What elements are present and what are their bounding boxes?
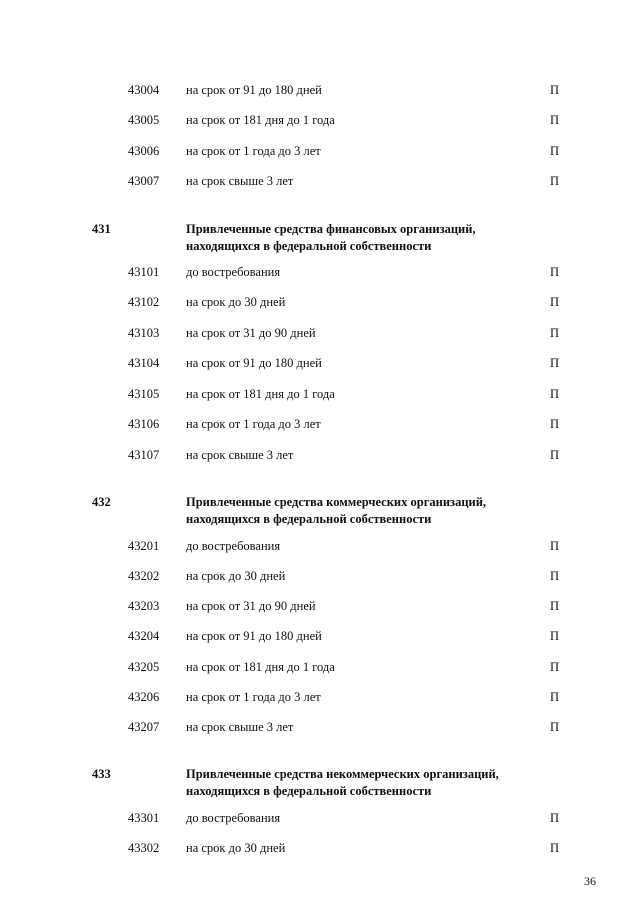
account-name: на срок от 1 года до 3 лет [186,690,321,704]
account-code: 43202 [128,569,160,583]
table-row [0,384,640,404]
account-code: 43106 [128,417,160,431]
account-code: 43004 [128,83,160,97]
account-type: П [550,326,560,340]
account-code: 43205 [128,660,160,674]
table-row [0,687,640,707]
account-type: П [550,113,560,127]
account-code: 43005 [128,113,160,127]
account-name: на срок от 181 дня до 1 года [186,113,335,127]
account-type: П [550,83,560,97]
table-row [0,657,640,677]
account-name: на срок от 181 дня до 1 года [186,387,335,401]
account-name: на срок от 91 до 180 дней [186,629,322,643]
account-type: П [550,811,560,825]
account-name: на срок свыше 3 лет [186,720,294,734]
account-code: 43102 [128,295,160,309]
account-type: П [550,356,560,370]
account-code: 43301 [128,811,160,825]
table-row [0,171,640,191]
account-type: П [550,144,560,158]
account-type: П [550,448,560,462]
account-name: до востребования [186,265,281,279]
account-code: 43207 [128,720,160,734]
section-number: 432 [92,495,111,509]
section-title [186,221,546,255]
account-name: до востребования [186,539,281,553]
table-row [0,80,640,100]
section-number: 431 [92,222,111,236]
table-row [0,838,640,858]
section-title-line: находящихся в федеральной собственности [186,512,432,526]
account-code: 43104 [128,356,160,370]
table-row [0,262,640,282]
account-code: 43007 [128,174,160,188]
account-code: 43206 [128,690,160,704]
section-title-line: находящихся в федеральной собственности [186,784,432,798]
account-name: до востребования [186,811,281,825]
table-row [0,626,640,646]
account-name: на срок от 31 до 90 дней [186,326,316,340]
table-row [0,141,640,161]
account-name: на срок от 31 до 90 дней [186,599,316,613]
account-name: на срок от 1 года до 3 лет [186,417,321,431]
account-name: на срок свыше 3 лет [186,174,294,188]
account-code: 43302 [128,841,160,855]
account-type: П [550,841,560,855]
account-name: на срок до 30 дней [186,569,286,583]
account-name: на срок от 91 до 180 дней [186,83,322,97]
account-code: 43107 [128,448,160,462]
account-code: 43203 [128,599,160,613]
account-name: на срок от 91 до 180 дней [186,356,322,370]
account-code: 43105 [128,387,160,401]
table-row [0,808,640,828]
account-type: П [550,387,560,401]
account-code: 43204 [128,629,160,643]
table-row [0,414,640,434]
account-type: П [550,629,560,643]
account-type: П [550,569,560,583]
page-number: 36 [584,874,596,888]
table-row [0,110,640,130]
account-code: 43103 [128,326,160,340]
table-row [0,292,640,312]
account-name: на срок до 30 дней [186,841,286,855]
account-code: 43101 [128,265,160,279]
account-name: на срок до 30 дней [186,295,286,309]
account-name: на срок от 1 года до 3 лет [186,144,321,158]
section-title-line: Привлеченные средства некоммерческих организаций, [186,767,499,781]
account-type: П [550,660,560,674]
table-row [0,353,640,373]
section-title-line: Привлеченные средства коммерческих организаций, [186,495,487,509]
account-type: П [550,720,560,734]
account-name: на срок от 181 дня до 1 года [186,660,335,674]
account-type: П [550,690,560,704]
table-row [0,717,640,737]
account-type: П [550,599,560,613]
account-type: П [550,174,560,188]
account-type: П [550,295,560,309]
section-title-line: Привлеченные средства финансовых организаций, [186,222,476,236]
table-row [0,596,640,616]
account-type: П [550,265,560,279]
section-title [186,494,546,528]
table-row [0,323,640,343]
account-code: 43006 [128,144,160,158]
section-title [186,766,546,800]
table-row [0,445,640,465]
section-number: 433 [92,767,111,781]
account-code: 43201 [128,539,160,553]
section-title-line: находящихся в федеральной собственности [186,239,432,253]
table-row [0,566,640,586]
table-row [0,536,640,556]
account-name: на срок свыше 3 лет [186,448,294,462]
account-type: П [550,417,560,431]
account-type: П [550,539,560,553]
